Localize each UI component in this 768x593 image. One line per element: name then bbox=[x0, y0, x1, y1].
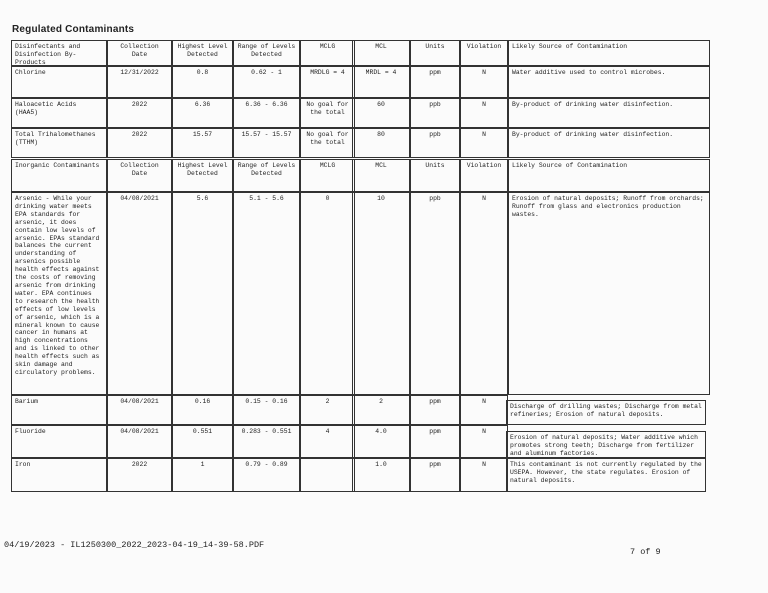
table-row-chlorine-date: 12/31/2022 bbox=[107, 66, 172, 98]
table-row-chlorine-highest: 0.8 bbox=[172, 66, 233, 98]
page-title: Regulated Contaminants bbox=[12, 24, 135, 35]
table-row-arsenic-violation: N bbox=[460, 192, 508, 395]
table-row-arsenic-units: ppb bbox=[410, 192, 460, 395]
table-row-haa5-units: ppb bbox=[410, 98, 460, 128]
header-row-disinfectants-units: Units bbox=[410, 40, 460, 66]
table-row-iron-contaminant: Iron bbox=[11, 458, 107, 492]
table-row-haa5-mclg: No goal for the total bbox=[300, 98, 355, 128]
header-row-inorganic-mclg: MCLG bbox=[300, 159, 355, 192]
table-row-chlorine-units: ppm bbox=[410, 66, 460, 98]
table-row-haa5-source: By-product of drinking water disinfection. bbox=[508, 98, 710, 128]
table-row-tthm-mclg: No goal for the total bbox=[300, 128, 355, 158]
table-row-barium-contaminant: Barium bbox=[11, 395, 107, 425]
table-row-fluoride-source: Erosion of natural deposits; Water additive which promotes strong teeth; Discharge from fertilizer and aluminum factories. bbox=[506, 431, 706, 458]
table-row-haa5-highest: 6.36 bbox=[172, 98, 233, 128]
header-row-inorganic-mcl: MCL bbox=[352, 159, 410, 192]
table-row-haa5-violation: N bbox=[460, 98, 508, 128]
footer-page-number: 7 of 9 bbox=[630, 547, 661, 557]
footer-file-info: 04/19/2023 - IL1250300_2022_2023-04-19_14-39-58.PDF bbox=[4, 540, 265, 550]
table-row-tthm-mcl: 80 bbox=[352, 128, 410, 158]
table-row-arsenic-highest: 5.6 bbox=[172, 192, 233, 395]
table-row-tthm-highest: 15.57 bbox=[172, 128, 233, 158]
table-row-chlorine-contaminant: Chlorine bbox=[11, 66, 107, 98]
table-row-chlorine-range: 0.62 - 1 bbox=[233, 66, 300, 98]
header-row-inorganic-units: Units bbox=[410, 159, 460, 192]
table-row-chlorine-source: Water additive used to control microbes. bbox=[508, 66, 710, 98]
table-row-fluoride-mcl: 4.0 bbox=[352, 425, 410, 458]
table-row-barium-mclg: 2 bbox=[300, 395, 355, 425]
table-row-haa5-mcl: 60 bbox=[352, 98, 410, 128]
table-row-barium-mcl: 2 bbox=[352, 395, 410, 425]
header-row-inorganic-contaminant: Inorganic Contaminants bbox=[11, 159, 107, 192]
header-row-disinfectants-mclg: MCLG bbox=[300, 40, 355, 66]
header-row-inorganic-violation: Violation bbox=[460, 159, 508, 192]
table-row-chlorine-violation: N bbox=[460, 66, 508, 98]
table-row-fluoride-range: 0.283 - 0.551 bbox=[233, 425, 300, 458]
header-row-disinfectants-violation: Violation bbox=[460, 40, 508, 66]
table-row-fluoride-highest: 0.551 bbox=[172, 425, 233, 458]
table-row-iron-source: This contaminant is not currently regulated by the USEPA. However, the state regulates. Erosion of natural deposits. bbox=[506, 458, 706, 492]
header-row-inorganic-highest: Highest Level Detected bbox=[172, 159, 233, 192]
table-row-barium-violation: N bbox=[460, 395, 508, 425]
table-row-tthm-violation: N bbox=[460, 128, 508, 158]
header-row-disinfectants-highest: Highest Level Detected bbox=[172, 40, 233, 66]
table-row-fluoride-date: 04/08/2021 bbox=[107, 425, 172, 458]
table-row-iron-violation: N bbox=[460, 458, 508, 492]
table-row-iron-range: 0.79 - 0.89 bbox=[233, 458, 300, 492]
table-row-barium-date: 04/08/2021 bbox=[107, 395, 172, 425]
table-row-tthm-date: 2022 bbox=[107, 128, 172, 158]
table-row-haa5-date: 2022 bbox=[107, 98, 172, 128]
table-row-barium-highest: 0.16 bbox=[172, 395, 233, 425]
table-row-iron-mclg bbox=[300, 458, 355, 492]
table-row-haa5-range: 6.36 - 6.36 bbox=[233, 98, 300, 128]
table-row-fluoride-contaminant: Fluoride bbox=[11, 425, 107, 458]
header-row-disinfectants-date: Collection Date bbox=[107, 40, 172, 66]
table-row-barium-source: Discharge of drilling wastes; Discharge from metal refineries; Erosion of natural deposits. bbox=[506, 400, 706, 425]
header-row-inorganic-source: Likely Source of Contamination bbox=[508, 159, 710, 192]
header-row-disinfectants-contaminant: Disinfectants and Disinfection By-Products bbox=[11, 40, 107, 66]
table-row-chlorine-mcl: MRDL = 4 bbox=[352, 66, 410, 98]
header-row-disinfectants-range: Range of Levels Detected bbox=[233, 40, 300, 66]
table-row-iron-highest: 1 bbox=[172, 458, 233, 492]
table-row-tthm-source: By-product of drinking water disinfection. bbox=[508, 128, 710, 158]
table-row-fluoride-mclg: 4 bbox=[300, 425, 355, 458]
table-row-arsenic-mclg: 0 bbox=[300, 192, 355, 395]
table-row-arsenic-mcl: 10 bbox=[352, 192, 410, 395]
table-row-iron-units: ppm bbox=[410, 458, 460, 492]
table-row-arsenic-range: 5.1 - 5.6 bbox=[233, 192, 300, 395]
table-row-barium-units: ppm bbox=[410, 395, 460, 425]
header-row-inorganic-date: Collection Date bbox=[107, 159, 172, 192]
table-row-tthm-contaminant: Total Trihalomethanes (TTHM) bbox=[11, 128, 107, 158]
header-row-disinfectants-source: Likely Source of Contamination bbox=[508, 40, 710, 66]
table-row-fluoride-violation: N bbox=[460, 425, 508, 458]
table-row-iron-mcl: 1.0 bbox=[352, 458, 410, 492]
table-row-arsenic-source: Erosion of natural deposits; Runoff from orchards; Runoff from glass and electronics production wastes. bbox=[508, 192, 710, 395]
header-row-disinfectants-mcl: MCL bbox=[352, 40, 410, 66]
table-row-arsenic-contaminant: Arsenic - While your drinking water meets EPA standards for arsenic, it does contain low levels of arsenic. EPAs standard balances the current understanding of arsenics possible health effects against the costs of removing arsenic from drinking water. EPA continues to research the health effects of low levels of arsenic, which is a mineral known to cause cancer in humans at high concentrations and is linked to other health effects such as skin damage and circulatory problems. bbox=[11, 192, 107, 395]
table-row-haa5-contaminant: Haloacetic Acids (HAA5) bbox=[11, 98, 107, 128]
table-row-tthm-units: ppb bbox=[410, 128, 460, 158]
table-row-barium-range: 0.15 - 0.16 bbox=[233, 395, 300, 425]
header-row-inorganic-range: Range of Levels Detected bbox=[233, 159, 300, 192]
table-row-tthm-range: 15.57 - 15.57 bbox=[233, 128, 300, 158]
table-row-arsenic-date: 04/08/2021 bbox=[107, 192, 172, 395]
table-row-chlorine-mclg: MRDLG = 4 bbox=[300, 66, 355, 98]
table-row-fluoride-units: ppm bbox=[410, 425, 460, 458]
table-row-iron-date: 2022 bbox=[107, 458, 172, 492]
